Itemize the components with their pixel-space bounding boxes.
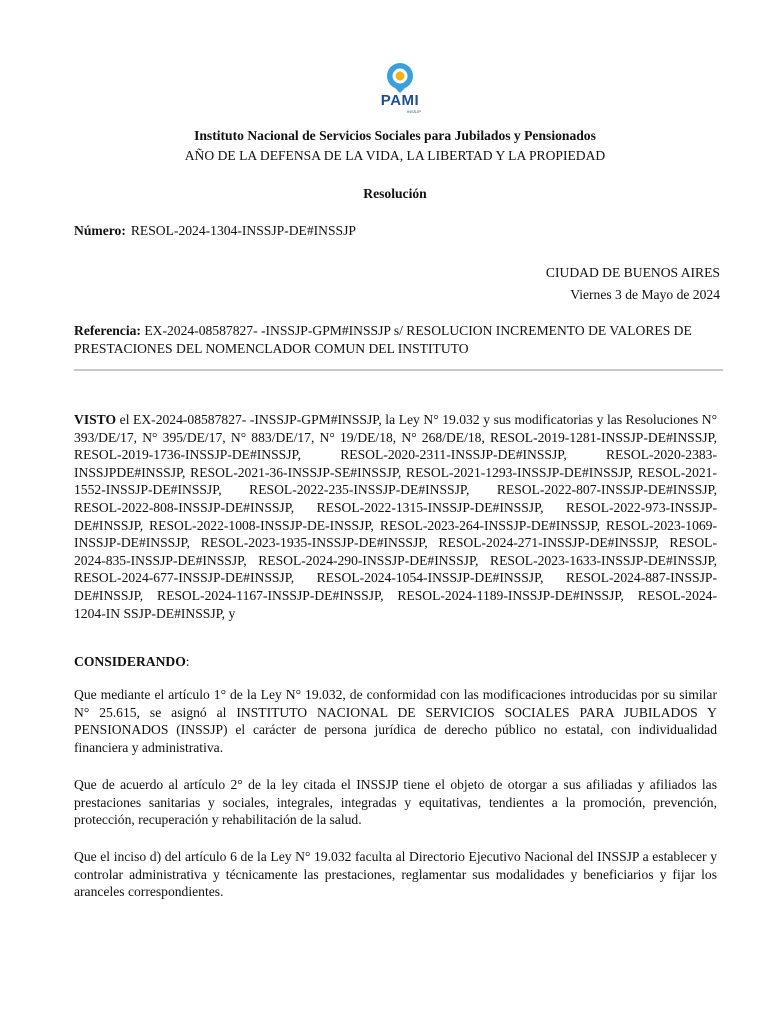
visto-text: el EX-2024-08587827- -INSSJP-GPM#INSSJP, la Ley N° 19.032 y sus modificatorias y las Resoluciones N° 393/DE/17, N° 395/DE/17, N° 883/DE/17, N° 19/DE/18, N° 268/DE/18, RESOL-2019-1281-INSSJP-DE#INSSJP, RESOL-2019-1736-INSSJP-DE#INSSJP, RESOL-2020-2311-INSSJP-DE#INSSJP, RESOL-2020-2383-INSSJPDE#INSSJP, RESOL-2021-36-INSSJP-SE#INSSJP, RESOL-2021-1293-INSSJP-DE#INSSJP, RESOL-2021-1552-INSSJP-DE#INSSJP, RESOL-2022-235-INSSJP-DE#INSSJP, RESOL-2022-807-INSSJP-DE#INSSJP, RESOL-2022-808-INSSJP-DE#INSSJP, RESOL-2022-1315-INSSJP-DE#INSSJP, RESOL-2022-973-INSSJP-DE#INSSJP, RESOL-2022-1008-INSSJP-DE-INSSJP, RESOL-2023-264-INSSJP-DE#INSSJP, RESOL-2023-1069-INSSJP-DE#INSSJP, RESOL-2023-1935-INSSJP-DE#INSSJP, RESOL-2024-271-INSSJP-DE#INSSJP, RESOL-2024-835-INSSJP-DE#INSSJP, RESOL-2024-290-INSSJP-DE#INSSJP, RESOL-2023-1633-INSSJP-DE#INSSJP, RESOL-2024-677-INSSJP-DE#INSSJP, RESOL-2024-1054-INSSJP-DE#INSSJP, RESOL-2024-887-INSSJP-DE#INSSJP, RESOL-2024-1167-INSSJP-DE#INSSJP, RESOL-2024-1189-INSSJP-DE#INSSJP, RESOL-2024-1204-IN SSJP-DE#INSSJP, y	[74, 412, 718, 621]
visto-paragraph	[74, 411, 717, 622]
number-value: RESOL-2024-1304-INSSJP-DE#INSSJP	[130, 223, 356, 238]
divider	[74, 369, 723, 371]
reference-value: EX-2024-08587827- -INSSJP-GPM#INSSJP s/ RESOLUCION INCREMENTO DE VALORES DE PRESTACIONES DEL NOMENCLADOR COMUN DEL INSTITUTO	[74, 323, 692, 356]
considerando-label: CONSIDERANDO	[74, 654, 186, 669]
considerando-paragraph: Que mediante el artículo 1° de la Ley N° 19.032, de conformidad con las modificaciones introducidas por su similar N° 25.615, se asignó al INSTITUTO NACIONAL DE SERVICIOS SOCIALES PARA JUBILADOS Y PENSIONADOS (INSSJP) el carácter de persona jurídica de derecho público no estatal, con individualidad financiera y administrativa.	[74, 687, 717, 755]
considerando-paragraph: Que de acuerdo al artículo 2° de la ley citada el INSSJP tiene el objeto de otorgar a sus afiliadas y afiliados las prestaciones sanitarias y sociales, integrales, integradas y equitativas, tendientes a la promoción, prevención, protección, recuperación y rehabilitación de la salud.	[74, 777, 717, 828]
number-label: Número:	[74, 223, 126, 238]
reference-label: Referencia:	[74, 323, 141, 338]
logo-subtext: INSSJP	[406, 109, 421, 114]
considerando-heading: CONSIDERANDO:	[74, 654, 190, 669]
reference	[74, 322, 710, 357]
document-type: Resolución	[363, 186, 427, 201]
logo-text: PAMI	[380, 92, 420, 109]
document-date: Viernes 3 de Mayo de 2024	[570, 287, 720, 302]
considerando-paragraph: Que el inciso d) del artículo 6 de la Ley N° 19.032 faculta al Directorio Ejecutivo Nacional del INSSJP a establecer y controlar administrativa y técnicamente las prestaciones, reglamentar sus modalidades y beneficiarios y fijar los aranceles correspondientes.	[74, 849, 717, 900]
document-number	[74, 222, 356, 240]
institution-name: Instituto Nacional de Servicios Sociales para Jubilados y Pensionados	[194, 128, 596, 143]
city: CIUDAD DE BUENOS AIRES	[545, 265, 720, 280]
visto-label: VISTO	[74, 412, 117, 427]
year-motto: AÑO DE LA DEFENSA DE LA VIDA, LA LIBERTAD Y LA PROPIEDAD	[184, 148, 606, 163]
